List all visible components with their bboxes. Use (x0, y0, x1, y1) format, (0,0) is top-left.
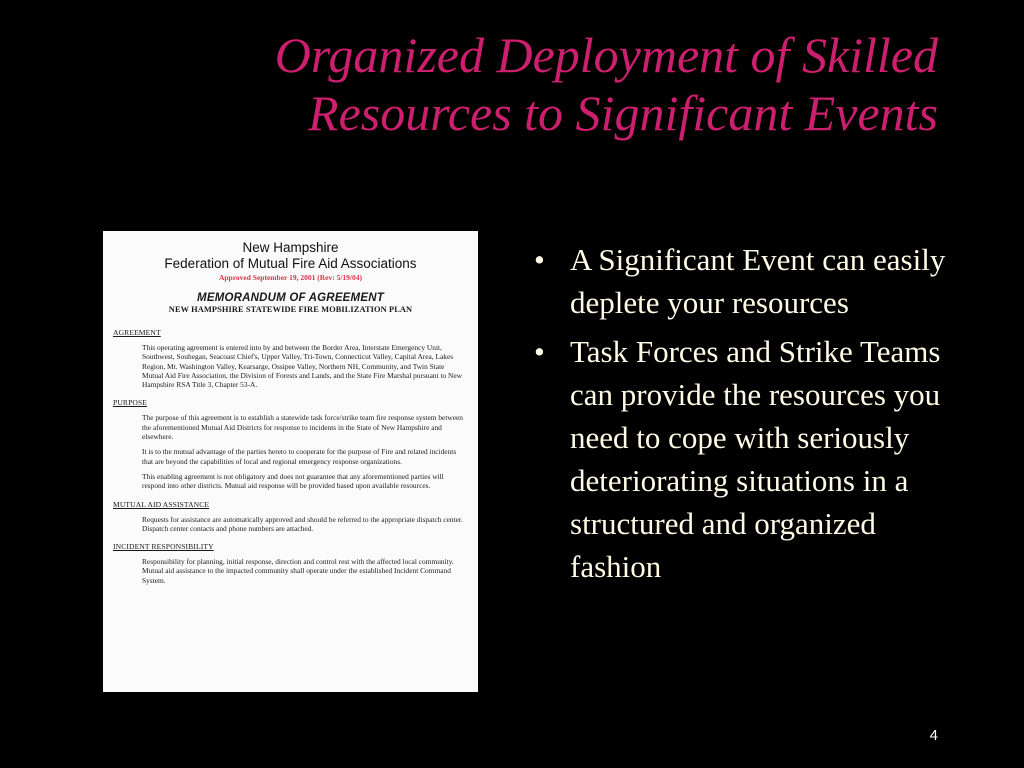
document-approved-date: Approved September 19, 2001 (Rev: 5/19/04) (218, 273, 363, 282)
document-paragraph: This operating agreement is entered into by and between the Border Area, Interstate Emergency Unit, Southwest, Souhegan, Seacoast Chief's, Upper Valley, Tri-Town, Connecticut Valley, Capital Area, Lakes Region, Mt. Washington Valley, Kearsarge, Ossipee Valley, Northern NH, Community, and Twin State Mutual Aid Fire Association, the Division of Forests and Lands, and the State Fire Marshal pursuant to New Hampshire RSA Title 3, Chapter 53-A. (142, 343, 463, 390)
bullet-text: Task Forces and Strike Teams can provide the resources you need to cope with seriously deteriorating situations in a structured and organized fashion (570, 334, 941, 584)
document-section-heading: PURPOSE (113, 398, 148, 408)
document-org-line-2: Federation of Mutual Fire Aid Associations (164, 256, 417, 271)
document-section-heading: INCIDENT RESPONSIBILITY (113, 542, 214, 552)
slide-title-line-2: Resources to Significant Events (308, 85, 938, 141)
document-plan-title: NEW HAMPSHIRE STATEWIDE FIRE MOBILIZATION PLAN (168, 305, 413, 314)
document-paragraph: Requests for assistance are automatically approved and should be referred to the appropriate dispatch center. Dispatch center contacts and phone numbers are attached. (142, 514, 463, 533)
bullet-item (534, 238, 954, 324)
document-memo-title: MEMORANDUM OF AGREEMENT (197, 292, 384, 304)
bullet-text: A Significant Event can easily deplete your resources (570, 242, 946, 320)
document-section-heading: AGREEMENT (113, 328, 161, 337)
document-org-line-1: New Hampshire (242, 240, 339, 255)
document-paragraph: Responsibility for planning, initial response, direction and control rest with the affected local community. Mutual aid assistance to the impacted community shall operate under the established Incident Command System. (142, 557, 454, 585)
bullet-marker: • (534, 242, 545, 277)
memorandum-document-image (103, 231, 478, 692)
document-paragraph: This enabling agreement is not obligatory and does not guarantee that any aforementioned parties will respond into other districts. Mutual aid response will be provided based upon available resources. (142, 471, 444, 491)
document-paragraph: The purpose of this agreement is to establish a statewide task force/strike team fire response system between the aforementioned Mutual Aid Districts for response to incidents in the State of New Hampshire and elsewhere. (142, 413, 463, 442)
slide-title (78, 26, 938, 142)
slide-title-line-1: Organized Deployment of Skilled (274, 27, 938, 83)
document-section-heading: MUTUAL AID ASSISTANCE (113, 499, 210, 509)
document-organization (103, 240, 478, 272)
bullet-list (534, 238, 954, 594)
document-paragraph: It is to the mutual advantage of the parties hereto to cooperate for the purpose of Fire and related incidents that are beyond the capabilities of local and regional emergency response organizations. (142, 447, 457, 466)
page-number: 4 (929, 727, 938, 744)
bullet-item (534, 330, 954, 588)
bullet-marker: • (534, 334, 545, 369)
